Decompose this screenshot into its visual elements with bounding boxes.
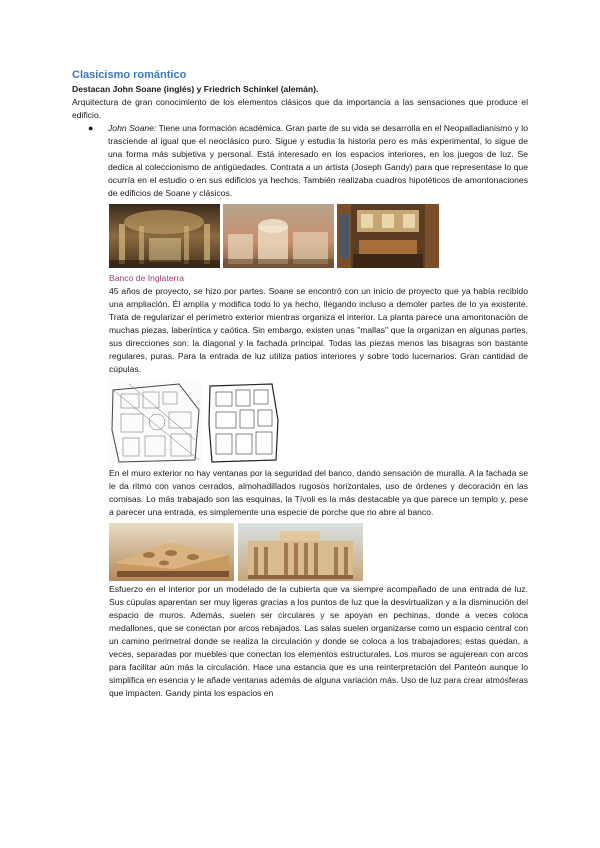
page-title: Clasicismo romántico: [72, 69, 187, 81]
bullet-icon: ●: [88, 123, 94, 133]
intro-paragraph: Arquitectura de gran conocimiento de los elementos clásicos que da importancia a las sensaciones que produce el edificio.: [72, 97, 528, 120]
bullet-item-john-soane: [88, 122, 528, 200]
document-page: [72, 68, 528, 700]
paragraph-1: 45 años de proyecto, se hizo por partes. Soane se encontró con un inicio de proyecto que ya había recibido una ampliación. Él amplía y modifica todo lo ya hecho, llegando incluso a demoler partes de lo ya existente. Trata de regularizar el perímetro exterior mientras organiza el interior. La planta parece una amontonación de muchas piezas, laberíntica y caótica. Sin embargo, existen unas "mallas" que la organizan en algunas partes, sus direcciones son: la diagonal y la fachada principal. Todas las piezas menos las bisagras son bastante regulares, puras. Para la entrada de luz utiliza patios interiores y sobre todo lucernarios. Gran cantidad de cúpulas.: [109, 286, 528, 374]
soane-museum-interior-image: [337, 204, 439, 268]
bank-aerial-cutaway-image: [109, 523, 234, 581]
bullet-text: [108, 122, 528, 200]
painting-row: [109, 204, 528, 268]
tivoli-corner-image: [238, 523, 363, 581]
bullet-body: Tiene una formación académica. Gran parte de su vida se desarrolla en el Neopalladianismo y lo trasciende al igual que el neoclásico puro. Sigue y estudia la historia pero es más experimental, lo sigue de una forma más subjetiva y personal. Está interesado en los espacios interiores, en los juegos de luz. Se dedica al coleccionismo de antigüedades. Contrata a un artista (Joseph Gandy) para que representase lo que ocurría en el estudio o en sus edificios ya hechos. También realizaba cuadros hipotéticos de amontonaciones de edificios de Soane y clásicos.: [108, 123, 528, 198]
intro-line: Destacan John Soane (inglés) y Friedrich Schinkel (alemán).: [72, 84, 319, 94]
paragraph-3: Esfuerzo en el interior por un modelado de la cubierta que va siempre acompañado de una entrada de luz. Sus cúpulas aparentan ser muy ligeras gracias a los puntos de luz que la desvirtualizan y a la disminución del espacio de muros. Además, suelen ser circulares y se apoyan en pechinas, donde a veces coloca medallones, que se conectan por arcos rebajados. Las salas suelen organizarse como un espacio central con un camino perimetral donde se realiza la circulación y donde se coloca a los trabajadores; estas quedan, a veces, separadas por muebles que conectan los elementos estructurales. Los muros se agujerean con arcos para facilitar aún más la circulación. Hace una estancia que es una reinterpretación del Panteón aunque lo simplifica en esencia y le añade ventanas además de alguna variación más. Uso de luz para crear atmósferas que impacten. Gandy pinta los espacios en: [109, 584, 528, 698]
plan-row: [109, 380, 528, 465]
paragraph-2: En el muro exterior no hay ventanas por la seguridad del banco, dando sensación de muralla. A la fachada se le da ritmo con vanos cerrados, almohadillados rugosos horizontales, uso de órdenes y decoración en las cornisas. Lo más trabajado son las esquinas, la Tívoli es la más destacable ya que parece un templo y, pese a parecer una entrada, es simplemente una especie de porche que no abre al banco.: [109, 468, 528, 517]
gandy-painting-interior-image: [109, 204, 220, 268]
bank-floor-plan-image: [109, 380, 202, 465]
section-link-banco-inglaterra[interactable]: Banco de Inglaterra: [109, 273, 185, 283]
bank-outline-plan-image: [206, 380, 282, 465]
bullet-name: John Soane:: [108, 123, 157, 133]
gandy-painting-buildings-image: [223, 204, 334, 268]
facade-row: [109, 523, 528, 581]
